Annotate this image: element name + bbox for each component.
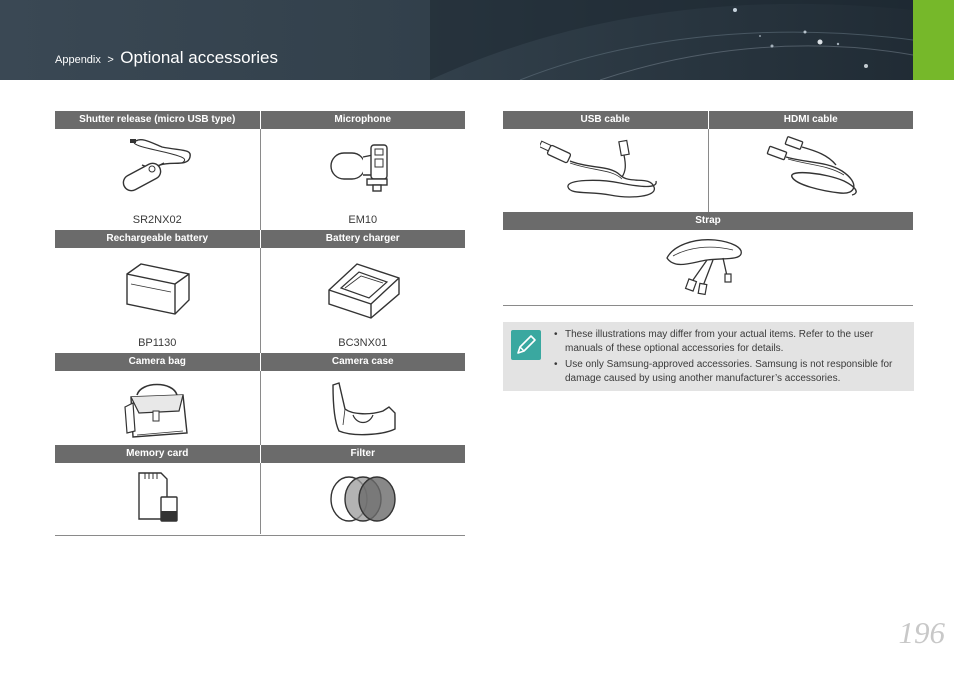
strap-illustration (663, 236, 753, 298)
note-item: • These illustrations may differ from your actual items. Refer to the user manuals of these optional accessories for details. (551, 328, 901, 356)
page-header (0, 0, 954, 80)
model-microphone: EM10 (348, 214, 378, 226)
header-microphone: Microphone (260, 111, 465, 129)
header-camera-bag: Camera bag (55, 353, 260, 371)
filter-illustration (323, 469, 403, 529)
header-decoration (0, 0, 954, 80)
camera-bag-illustration (117, 377, 197, 441)
usb-cable-illustration (540, 135, 670, 205)
note-box (503, 322, 914, 391)
battery-illustration (117, 260, 197, 320)
header-strap: Strap (503, 212, 913, 230)
cell-memory-card (55, 463, 260, 534)
header-memory-card: Memory card (55, 445, 260, 463)
page-number: 196 (898, 615, 945, 650)
microphone-illustration (323, 139, 403, 201)
model-shutter-release: SR2NX02 (132, 214, 182, 226)
model-rechargeable-battery: BP1130 (138, 337, 177, 349)
header-hdmi-cable: HDMI cable (708, 111, 913, 129)
header-camera-case: Camera case (260, 353, 465, 371)
cell-filter (260, 463, 465, 534)
hdmi-cable-illustration (756, 135, 866, 205)
accessories-table-left (55, 111, 465, 534)
chapter-tab (913, 0, 954, 80)
cell-microphone (260, 129, 465, 230)
battery-charger-illustration (323, 260, 403, 320)
cell-rechargeable-battery (55, 248, 260, 353)
memory-card-illustration (127, 469, 187, 529)
model-battery-charger: BC3NX01 (338, 337, 388, 349)
header-filter: Filter (260, 445, 465, 463)
accessories-table-right (503, 111, 913, 305)
cell-usb-cable (503, 129, 708, 212)
header-rechargeable-battery: Rechargeable battery (55, 230, 260, 248)
shutter-release-illustration (112, 137, 202, 199)
right-table-bottom-rule (503, 305, 913, 306)
breadcrumb (55, 48, 278, 68)
cell-camera-bag (55, 371, 260, 445)
header-shutter-release: Shutter release (micro USB type) (55, 111, 260, 129)
cell-hdmi-cable (708, 129, 913, 212)
cell-camera-case (260, 371, 465, 445)
cell-battery-charger (260, 248, 465, 353)
left-table-bottom-rule (55, 535, 465, 536)
camera-case-illustration (323, 379, 403, 439)
breadcrumb-separator: > (107, 54, 114, 66)
page-title: Optional accessories (120, 48, 279, 67)
breadcrumb-parent[interactable]: Appendix (55, 54, 101, 66)
header-usb-cable: USB cable (503, 111, 708, 129)
cell-strap (503, 230, 913, 305)
cell-shutter-release (55, 129, 260, 230)
pencil-note-icon (511, 330, 541, 360)
note-list (551, 328, 901, 388)
header-battery-charger: Battery charger (260, 230, 465, 248)
note-item: • Use only Samsung-approved accessories. Samsung is not responsible for damage caused by using another manufacturer’s accessories. (551, 358, 901, 386)
